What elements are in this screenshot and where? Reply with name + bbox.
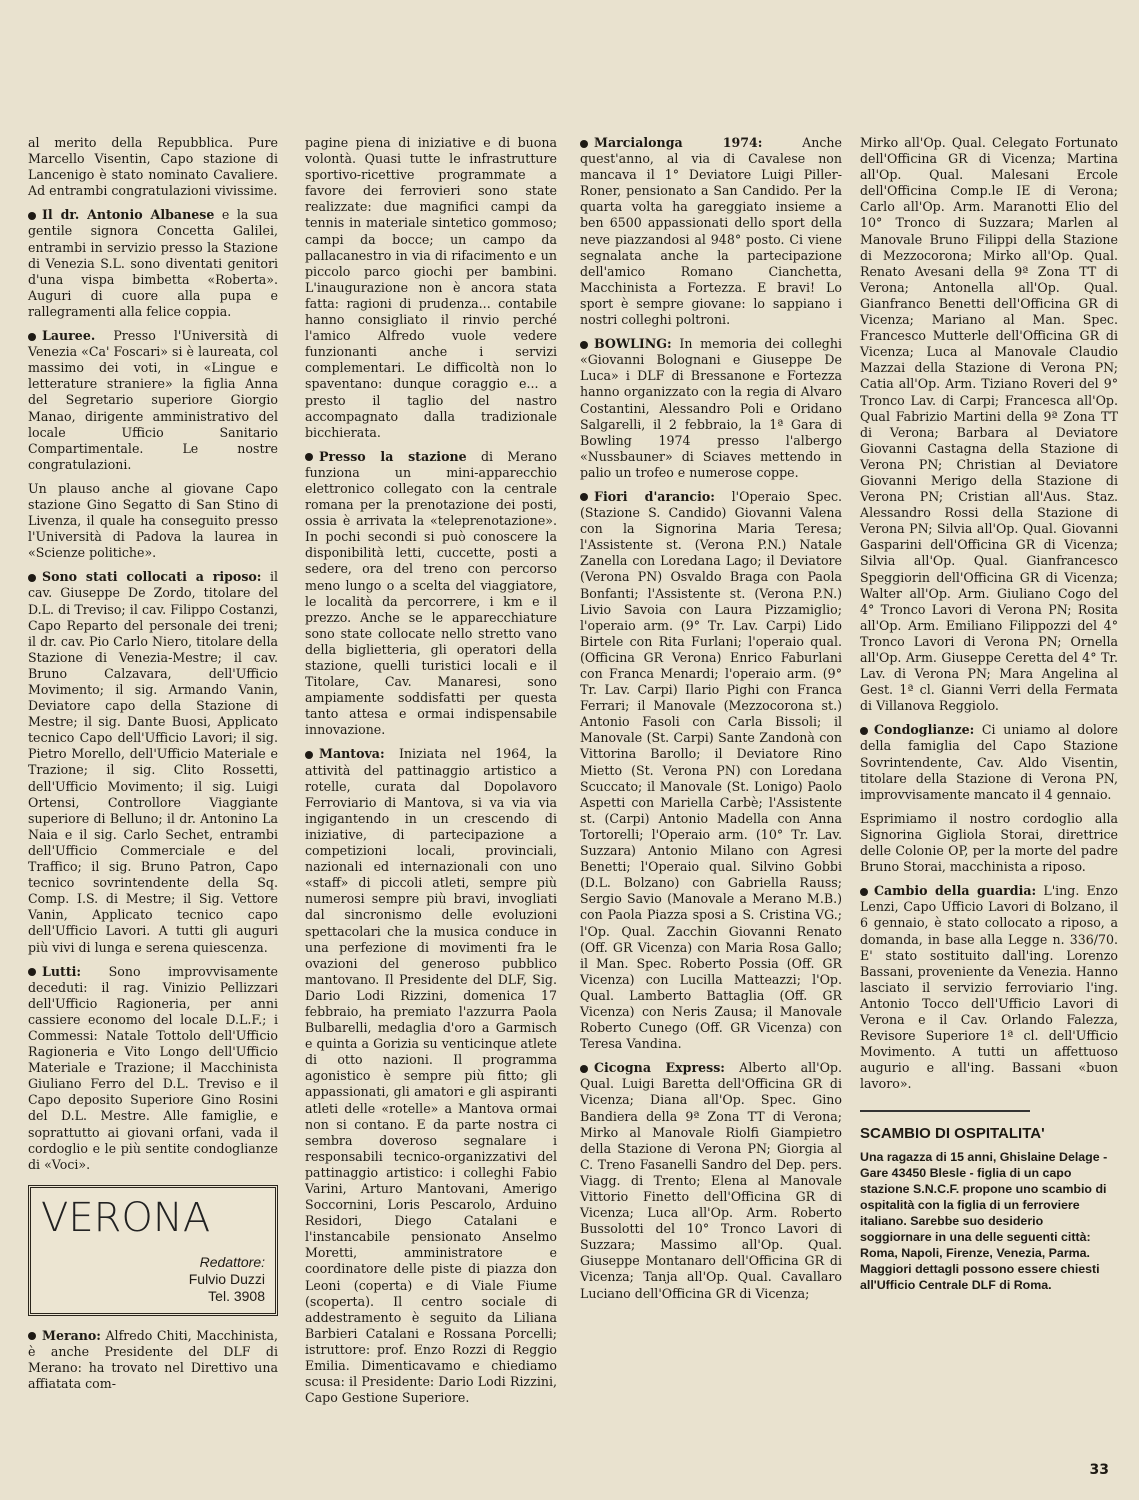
paragraph-riposo: [28, 569, 278, 955]
column-4: [860, 135, 1118, 1293]
keyword-lutti: Lutti:: [42, 963, 82, 979]
text-bowling: In memoria dei colleghi «Giovanni Bolognani e Giuseppe De Luca» i DLF di Bressanone e Fortezza hanno organizzato con la regia di Alvaro Costantini, Alessandro Poli e Oridano Salgarelli, il 2 febbraio, la 1ª Gara di Bowling 1974 presso l'albergo «Nussbauner» di Sciaves mettendo in palio un trofeo e numerose coppe.: [580, 336, 842, 480]
keyword-albanese: Il dr. Antonio Albanese: [42, 207, 215, 223]
redattore-name: Fulvio Duzzi: [188, 1270, 265, 1287]
bullet-icon: [28, 1332, 36, 1340]
bullet-icon: [580, 341, 588, 349]
verona-title: VERONA: [41, 1194, 211, 1241]
paragraph-cicogna-cont: Mirko all'Op. Qual. Celegato Fortunato dell'Officina GR di Vicenza; Martina all'Op. Qual. Malesani Ercole dell'Officina Comp.le IE di Verona; Carlo all'Op. Arm. Maranotti Elio del 10° Tronco di Suzzara; Marlen al Manovale Bruno Filippi della Stazione di Mezzocorona; Mirko all'Op. Qual. Renato Avesani della 9ª Zona TT di Verona; Antonella all'Op. Qual. Gianfranco Benetti dell'Officina GR di Vicenza; Mariano al Man. Spec. Francesco Mutterle dell'Officina GR di Vicenza; Luca al Manovale Claudio Mazzai della Stazione di Verona PN; Catia all'Op. Arm. Tiziano Roveri del 9° Tronco Lav. di Carpi; Francesca all'Op. Qual Fabrizio Martini della 9ª Zona TT di Verona; Barbara al Deviatore Giovanni Castagna della Stazione di Verona PN; Christian al Deviatore Giovanni Merigo della Stazione di Verona PN; Cristian all'Aus. Staz. Alessandro Rossi della Stazione di Verona PN; Silvia all'Op. Qual. Giovanni Gasparini dell'Officina GR di Vicenza; Silvia all'Op. Qual. Gianfrancesco Speggiorin dell'Officina GR di Vicenza; Walter all'Op. Arm. Giuliano Cogo del 4° Tronco Lavori di Verona PN; Rosita all'Op. Arm. Emiliano Filippozzi del 4° Tronco Lavori di Verona PN; Ornella all'Op. Arm. Giuseppe Ceretta del 4° Tr. Lav. di Verona PN; Mara Angelina al Gest. 1ª cl. Gianni Verri della Fermata di Villanova Reggiolo.: [860, 135, 1118, 714]
paragraph-lauree: [28, 328, 278, 473]
paragraph-merano: [28, 1328, 278, 1392]
paragraph-plauso: Un plauso anche al giovane Capo stazione Gino Segatto di San Stino di Livenza, il quale ha conseguito presso l'Università di Padova la laurea in «Scienze politiche».: [28, 480, 278, 561]
bullet-icon: [305, 453, 313, 461]
scambio-body-2: Maggiori dettagli possono essere chiesti all'Ufficio Centrale DLF di Roma.: [860, 1261, 1100, 1292]
bullet-icon: [28, 574, 36, 582]
text-fiori: l'Operaio Spec. (Stazione S. Candido) Giovanni Valena con la Signorina Maria Teresa; l'Assistente st. (Verona P.N.) Natale Zanella con Loredana Lago; il Deviatore (Verona PN) Osvaldo Braga con Paola Bonfanti; l'Assistente st. (Verona P.N.) Livio Savoia con Laura Pizzamiglio; l'operaio arm. (9° Tr. Lav. Carpi) Lido Birtele con Rita Furlani; l'operaio qual. (Officina GR Verona) Enrico Faburlani con Franca Menardi; l'operaio arm. (9° Tr. Lav. Carpi) Ilario Pighi con Franca Ferrari; il Manovale (Mezzocorona st.) Antonio Fasoli con Carla Bissoli; il Manovale (St. Carpi) Sante Zandonà con Vittorina Barollo; il Deviatore Rino Mietto (St. Verona PN) con Loredana Scuccato; il Manovale (St. Lonigo) Paolo Aspetti con Mariella Carbè; l'Assistente st. (Carpi) Antonio Madella con Anna Tortorelli; l'Operaio arm. (10° Tr. Lav. Suzzara) Antonio Milano con Agresi Benetti; l'Operaio qual. Silvino Gobbi (D.L. Bolzano) con Gabriella Rauss; Sergio Savio (Manovale a Merano M.B.) con Paola Piazza sposi a S. Cristina VG.; l'Op. Qual. Zacchin Giovanni Renato (Off. GR Vicenza) con Maria Rosa Gallo; il Man. Spec. Roberto Possia (Off. GR Vicenza) con Lucilla Matteazzi; l'Op. Qual. Lamberto Battaglia (Off. GR Vicenza) con Neris Zausa; il Manovale Roberto Cunego (Off. GR Vicenza) con Teresa Vandina.: [580, 488, 842, 1052]
column-3: [580, 135, 842, 1310]
column-2: [305, 135, 557, 1414]
keyword-mantova: Mantova:: [319, 746, 385, 762]
text-cambio: L'ing. Enzo Lenzi, Capo Ufficio Lavori di Bolzano, il 6 gennaio, è stato collocato a riposo, a domanda, in base alla Legge n. 336/70. E' stato sostituito dall'ing. Lorenzo Bassani, proveniente da Venezia. Hanno lasciato il servizio ferroviario l'ing. Antonio Tocco dell'Ufficio Lavori di Verona e il Cav. Orlando Falezza, Revisore Superiore 1ª cl. dell'Ufficio Movimento. A tutti un affettuoso augurio e all'ing. Bassani «buon lavoro».: [860, 883, 1118, 1092]
keyword-merano: Merano:: [42, 1327, 101, 1343]
keyword-riposo: Sono stati collocati a riposo:: [42, 569, 262, 585]
keyword-condoglianze: Condoglianze:: [874, 722, 975, 738]
bullet-icon: [28, 212, 36, 220]
paragraph-marcialonga: [580, 135, 842, 328]
keyword-fiori: Fiori d'arancio:: [594, 488, 715, 504]
keyword-bowling: BOWLING:: [594, 336, 672, 352]
bullet-icon: [305, 751, 313, 759]
paragraph-mantova: [305, 746, 557, 1406]
text-marcialonga: Anche quest'anno, al via di Cavalese non mancava il 1° Deviatore Luigi Piller- Roner, pensionato a San Candido. Per la quarta volta ha gareggiato insieme a ben 6500 appassionati dello sport della neve piazzandosi al 948° posto. Ci viene segnalata anche la partecipazione dell'amico Romano Cianchetta, Macchinista a Fortezza. E bravi! Lo sport è sempre giovane: lo sappiano i nostri colleghi poltroni.: [580, 135, 842, 328]
paragraph-bowling: [580, 336, 842, 481]
paragraph-merito: al merito della Repubblica. Pure Marcello Visentin, Capo stazione di Lancenigo è stato nominato Cavaliere. Ad entrambi congratulazioni vivissime.: [28, 135, 278, 199]
text-mantova: Iniziata nel 1964, la attività del pattinaggio artistico a rotelle, curata dal Dopolavoro Ferroviario di Mantova, si va via via ingigantendo in un crescendo di iniziative, di partecipazione a competizioni locali, provinciali, nazionali ed internazionali con uno «staff» di piccoli atleti, sempre più numerosi sempre più bravi, invogliati dal sincronismo delle evoluzioni spettacolari che la musica conduce in una perfezione di movimenti fra le ovazioni del generoso pubblico mantovano. Il Presidente del DLF, Sig. Dario Lodi Rizzini, domenica 17 febbraio, ha premiato l'azzurra Paola Bulbarelli, medaglia d'oro a Garmisch e quinta a Gorizia su venticinque atlete di otto nazioni. Il programma agonistico è sempre più fitto; gli appassionati, gli amatori e gli aspiranti atleti delle «rotelle» a Mantova ormai non si contano. E da parte nostra ci sembra doveroso segnalare i responsabili tecnico-organizzativi del pattinaggio artistico: i colleghi Fabio Varini, Arturo Mantovani, Amerigo Soccornini, Loris Pescarolo, Arduino Residori, Diego Catalani e l'instancabile pensionato Anselmo Moretti, amministratore e coordinatore delle piste di piazza don Leoni (coperta) e di Viale Fiume (scoperta). Il centro sociale di addestramento è seguito da Liliana Barbieri Catalani e Rossana Porcelli; istruttore: prof. Enzo Rozzi di Reggio Emilia. Dimenticavamo e chiediamo scusa: il Presidente: Dario Lodi Rizzini, Capo Gestione Superiore.: [305, 746, 557, 1406]
bullet-icon: [580, 140, 588, 148]
paragraph-merano-cont: pagine piena di iniziative e di buona volontà. Quasi tutte le infrastrutture sportivo-ricettive programmate a favore dei ferrovieri sono state realizzate: due magnifici campi da tennis in materiale sintetico gommoso; campi da bocce; un campo da pallacanestro in via di rifacimento e un piccolo parco giochi per bambini. L'inaugurazione non è ancora stata fatta: ragioni di prudenza... contabile hanno consigliato il rinvio perché l'amico Alfredo vuole vedere funzionanti anche i servizi complementari. Le difficoltà non lo spaventano: dunque coraggio e... a presto il taglio del nastro accompagnato dalla tradizionale bicchierata.: [305, 135, 557, 440]
scambio-body: Una ragazza di 15 anni, Ghislaine Delage - Gare 43450 Blesle - figlia di un capo stazione S.N.C.F. propone uno scambio di ospitalità con la figlia di un ferroviere italiano. Sarebbe suo desiderio soggiornare in una delle seguenti città: Roma, Napoli, Firenze, Venezia, Parma.: [860, 1149, 1108, 1260]
page-number: 33: [1089, 1462, 1109, 1478]
keyword-cicogna: Cicogna Express:: [594, 1060, 725, 1076]
scambio-title: SCAMBIO DI OSPITALITA': [860, 1125, 1045, 1143]
paragraph-cambio: [860, 883, 1118, 1092]
text-albanese: e la sua gentile signora Concetta Galilei, entrambi in servizio presso la Stazione di Venezia S.L. sono diventati genitori d'una vispa bimbetta «Roberta». Auguri di cuore alla pupa e rallegramenti alla felice coppia.: [28, 207, 278, 319]
text-lauree: Presso l'Università di Venezia «Ca' Foscari» si è laureata, col massimo dei voti, in «Lingue e letterature straniere» la figlia Anna del Segretario superiore Giorgio Manao, dirigente amministrativo del locale Ufficio Sanitario Compartimentale. Le nostre congratulazioni.: [28, 328, 278, 472]
bullet-icon: [860, 888, 868, 896]
text-presso: di Merano funziona un mini-apparecchio elettronico collegato con la centrale romana per la prenotazione dei posti, ossia è arrivata la «teleprenotazione». In pochi secondi si può conoscere la disponibilità letti, cuccette, posti a sedere, ora del treno con percorso meno lungo o a scelta del viaggiatore, le località da percorrere, i km e il prezzo. Anche se le apparecchiature sono state collocate nello stretto vano della biglietteria, gli operatori della stazione, quelli turistici locali e il Titolare, Cav. Manaresi, sono ampiamente soddisfatti per questa tanto attesa e ormai indispensabile innovazione.: [305, 448, 557, 738]
text-riposo: il cav. Giuseppe De Zordo, titolare del D.L. di Treviso; il cav. Filippo Costanzi, Capo Reparto del personale dei treni; il dr. cav. Pio Carlo Niero, titolare della Stazione di Venezia-Mestre; il cav. Bruno Calzavara, dell'Ufficio Movimento; il sig. Armando Vanin, Deviatore capo della Stazione di Mestre; il sig. Dante Buosi, Applicato tecnico Capo dell'Ufficio Lavori; il sig. Pietro Morello, dell'Ufficio Materiale e Trazione; il sig. Clito Rossetti, dell'Ufficio Movimento; il sig. Luigi Ortensi, Controllore Viaggiante superiore di Belluno; il dr. Antonino La Naia e il sig. Carlo Sechet, entrambi dell'Ufficio Commerciale e del Traffico; il sig. Bruno Patron, Capo tecnico sovrintendente della Sq. Comp. I.S. di Mestre; il Sig. Vettore Vanin, Applicato tecnico capo dell'Ufficio Lavori. A tutti gli auguri più vivi di lunga e serena quiescenza.: [28, 569, 278, 955]
redattore-label: Redattore:: [199, 1253, 265, 1270]
keyword-presso: Presso la stazione: [319, 448, 467, 464]
text-cicogna: Alberto all'Op. Qual. Luigi Baretta dell'Officina GR di Vicenza; Diana all'Op. Spec. Gino Bandiera della 9ª Zona TT di Verona; Mirko al Manovale Riolfi Giampietro della Stazione di Verona PN; Giorgia al C. Treno Fasanelli Sandro del Dep. pers. Viagg. di Trento; Elena al Manovale Vittorio Finetto dell'Officina GR di Vicenza; Luca all'Op. Arm. Roberto Bussolotti del 10° Tronco Lavori di Suzzara; Massimo all'Op. Qual. Giuseppe Montanaro dell'Officina GR di Vicenza; Tanja all'Op. Qual. Cavallaro Luciano dell'Officina GR di Vicenza;: [580, 1060, 842, 1301]
paragraph-albanese: [28, 207, 278, 320]
column-1: [28, 135, 278, 1400]
bullet-icon: [28, 968, 36, 976]
bullet-icon: [580, 493, 588, 501]
bullet-icon: [28, 333, 36, 341]
verona-section-box: [28, 1185, 278, 1316]
text-merano: Alfredo Chiti, Macchinista, è anche Presidente del DLF di Merano: ha trovato nel Direttivo una affiatata com-: [28, 1327, 278, 1392]
paragraph-fiori: [580, 489, 842, 1052]
bullet-icon: [860, 727, 868, 735]
paragraph-cicogna: [580, 1060, 842, 1301]
text-lutti: Sono improvvisamente deceduti: il rag. Vinizio Pellizzari dell'Ufficio Ragioneria, per anni cassiere economo del locale D.L.F.; i Commessi: Natale Tottolo dell'Ufficio Ragioneria e Vito Longo dell'Ufficio Materiale e Trazione; il Macchinista Giuliano Ferro del D.L. Treviso e il Capo deposito Superiore Gino Rosini del D.L. Mestre. Alle famiglie, e soprattutto ai giovani orfani, vada il cordoglio e le più sentite condoglianze di «Voci».: [28, 963, 278, 1172]
keyword-lauree: Lauree.: [42, 328, 96, 344]
paragraph-presso: [305, 449, 557, 739]
paragraph-cordoglio: Esprimiamo il nostro cordoglio alla Signorina Gigliola Storai, direttrice delle Colonie OP, per la morte del padre Bruno Storai, macchinista a riposo.: [860, 810, 1118, 875]
bullet-icon: [580, 1065, 588, 1073]
text-condoglianze: Ci uniamo al dolore della famiglia del Capo Stazione Sovrintendente, Cav. Aldo Visentin, titolare della Stazione di Verona PN, improvvisamente mancato il 4 gennaio.: [860, 722, 1118, 802]
paragraph-condoglianze: [860, 722, 1118, 802]
keyword-cambio: Cambio della guardia:: [874, 883, 1037, 899]
keyword-marcialonga: Marcialonga 1974:: [594, 135, 763, 150]
redattore-phone: Tel. 3908: [208, 1287, 265, 1304]
divider: [860, 1110, 1030, 1112]
paragraph-lutti: [28, 964, 278, 1173]
